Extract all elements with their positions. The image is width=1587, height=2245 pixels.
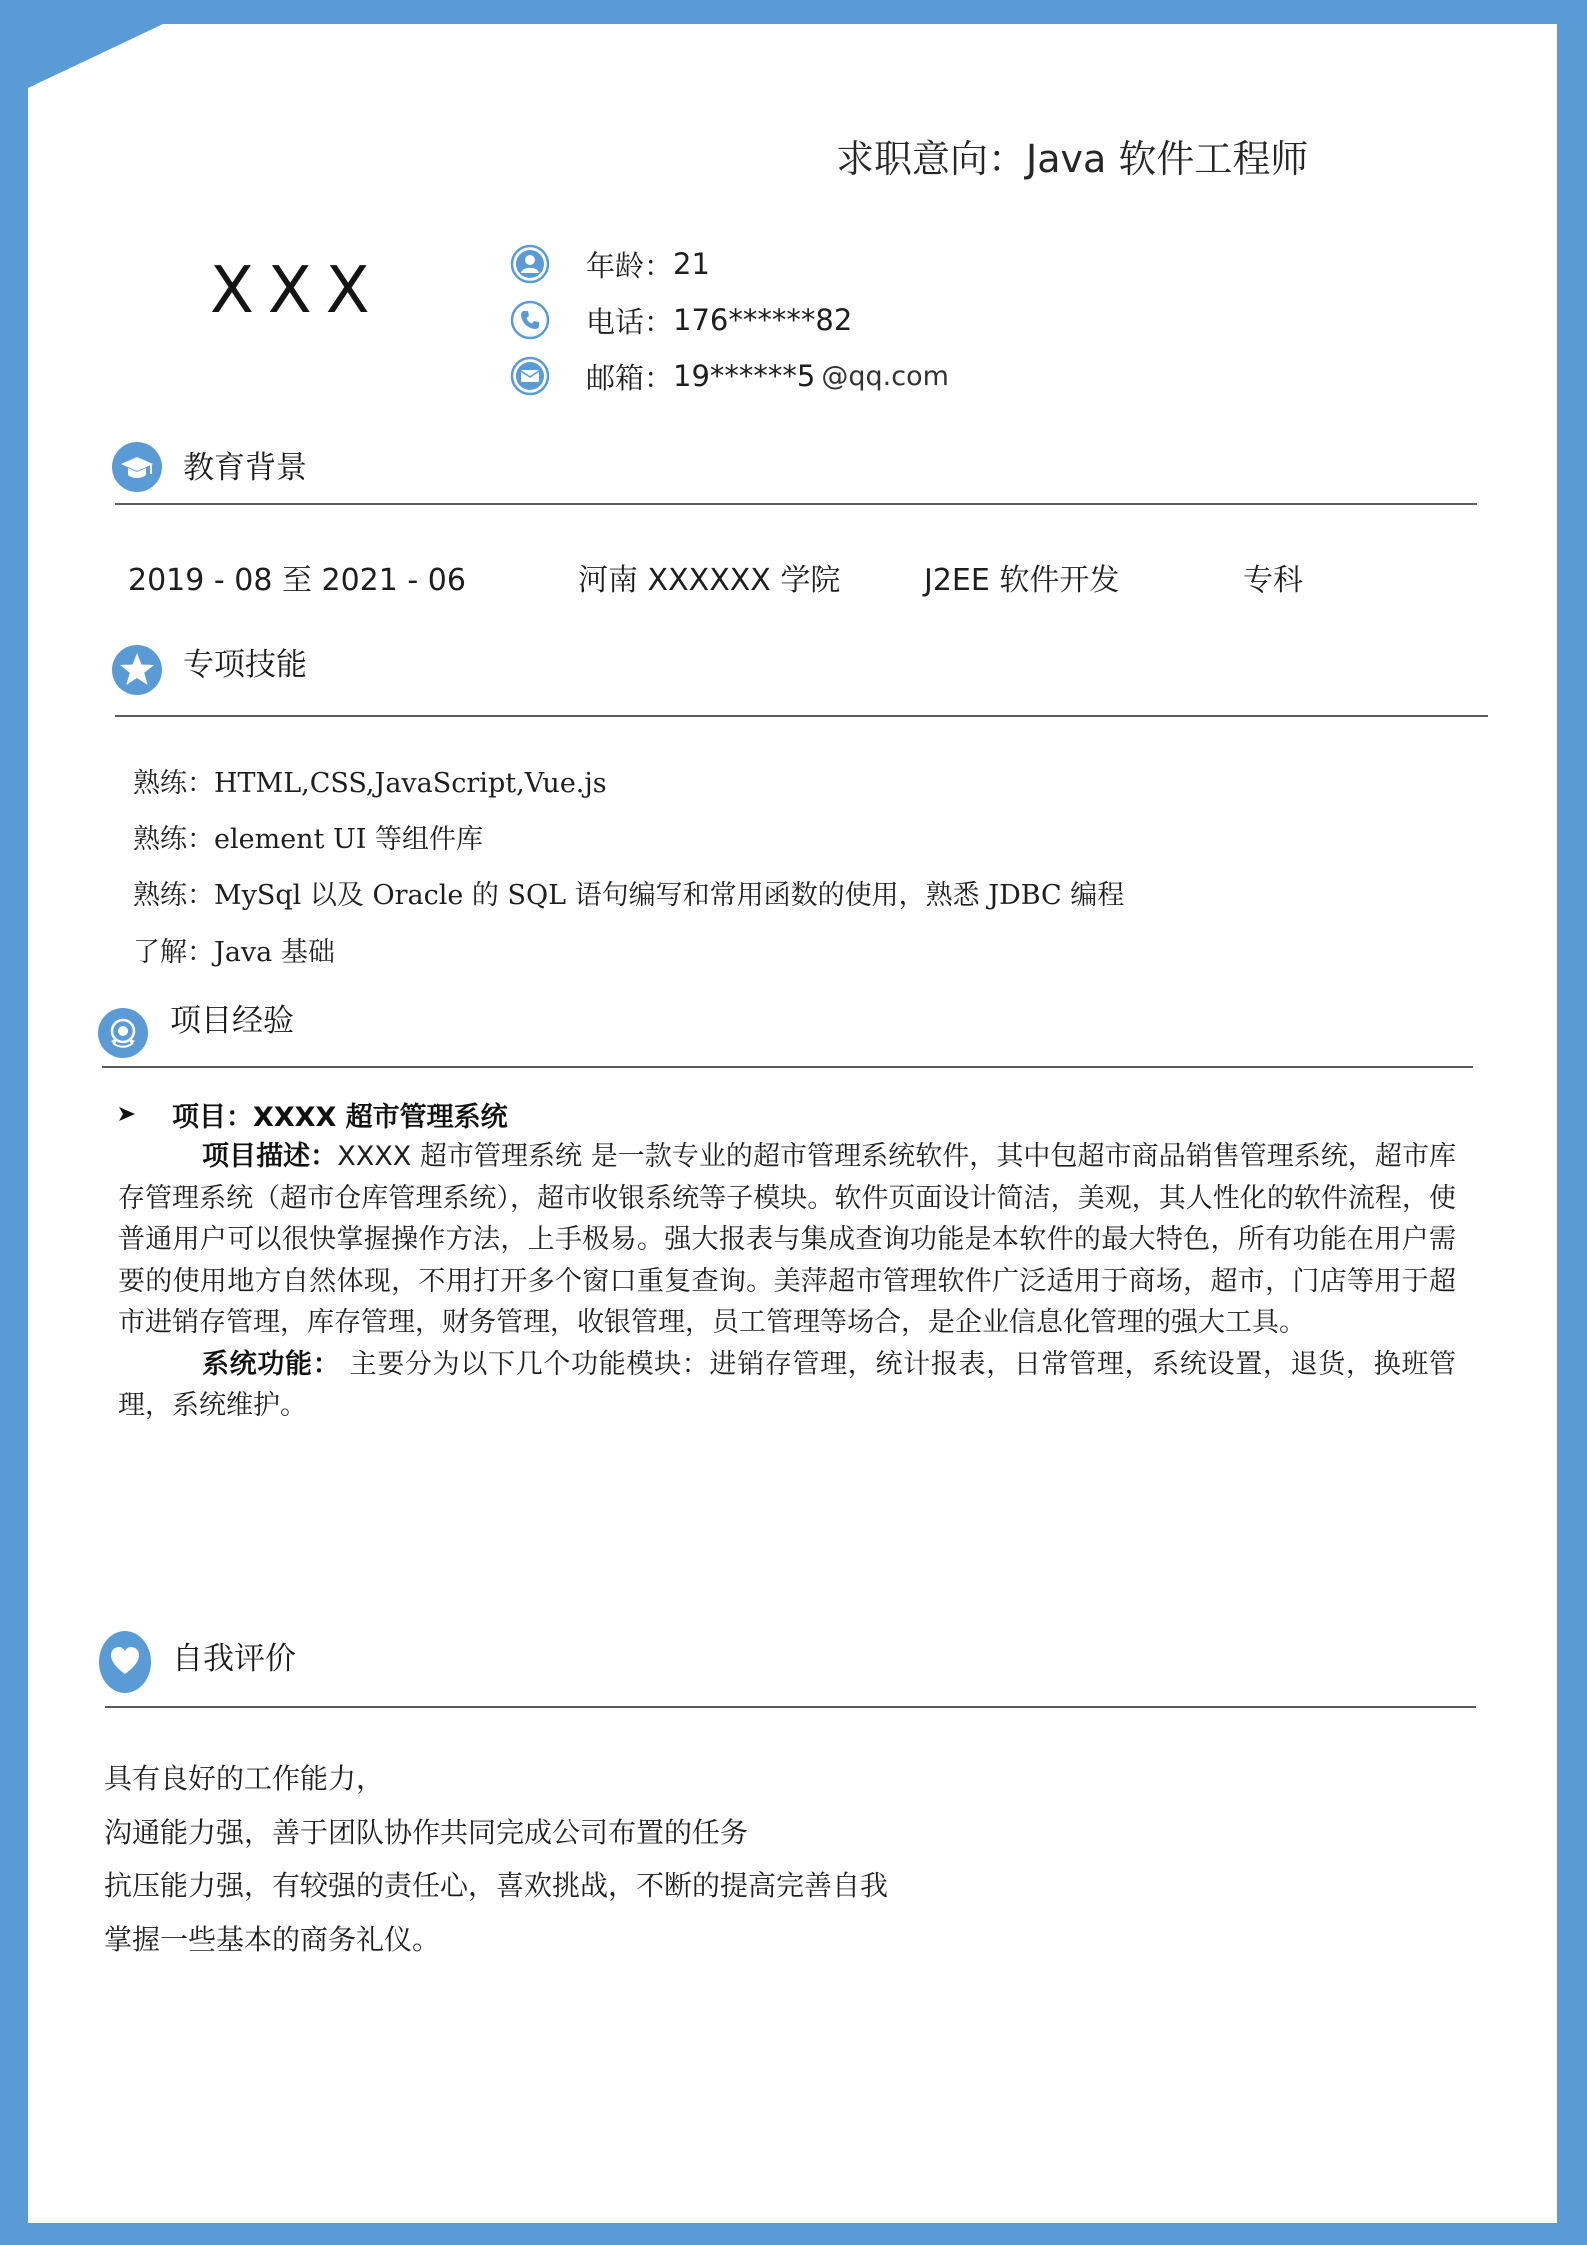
education-title: 教育背景 — [183, 450, 307, 486]
project-desc-text: XXXX 超市管理系统 是一款专业的超市管理系统软件，其中包超市商品销售管理系统，超市库存管理系统（超市仓库管理系统），超市收银系统等子模块。软件页面设计简洁，美观，其人性化的软件流程，使普通用户可以很快掌握操作方法，上手极易。强大报表与集成查询功能是本软件的最大特色，所有功能在用户需要的使用地方自然体现，不用打开多个窗口重复查询。美萍超市管理软件广泛适用于商场，超市，门店等用于超市进销存管理，库存管理，财务管理，收银管理，员工管理等场合，是企业信息化管理的强大工具。 — [118, 1141, 1457, 1338]
age-label: 年龄： — [586, 248, 674, 283]
skill-text: MySql 以及 Oracle 的 SQL 语句编写和常用函数的使用，熟悉 JDBC 编程 — [214, 880, 1125, 911]
skill-text: Java 基础 — [214, 937, 335, 968]
project-name: 项目：XXXX 超市管理系统 — [172, 1102, 508, 1133]
project-desc-label: 项目描述： — [202, 1141, 338, 1172]
skill-text: HTML,CSS,JavaScript,Vue.js — [214, 768, 607, 799]
skill-level: 了解： — [133, 937, 214, 968]
project-functions — [118, 1344, 1456, 1427]
info-email — [510, 354, 949, 398]
age-value: 21 — [673, 247, 710, 281]
education-divider — [115, 503, 1477, 505]
info-age — [510, 242, 710, 286]
envelope-icon — [510, 356, 550, 396]
education-period: 2019 - 08 至 2021 - 06 — [128, 563, 466, 598]
self-eval-line: 沟通能力强，善于团队协作共同完成公司布置的任务 — [104, 1816, 749, 1849]
person-icon — [510, 244, 550, 284]
skill-item — [133, 873, 1124, 912]
skill-item — [133, 817, 483, 856]
education-degree: 专科 — [1243, 563, 1303, 598]
phone-icon — [510, 300, 550, 340]
candidate-name: XXX — [210, 254, 384, 328]
self-eval-divider — [105, 1706, 1476, 1708]
phone-label: 电话： — [586, 304, 674, 339]
skill-level: 熟练： — [133, 768, 214, 799]
job-intention: 求职意向：Java 软件工程师 — [836, 137, 1309, 181]
skills-divider — [115, 715, 1488, 717]
self-eval-title: 自我评价 — [172, 1641, 296, 1677]
skill-item — [133, 761, 607, 800]
skills-title: 专项技能 — [183, 647, 307, 683]
email-label: 邮箱： — [586, 360, 674, 395]
graduation-cap-icon — [111, 441, 163, 493]
heart-icon — [98, 1630, 152, 1694]
email-domain: @qq.com — [821, 360, 949, 392]
self-eval-line: 具有良好的工作能力， — [104, 1762, 385, 1795]
projects-divider — [102, 1066, 1473, 1068]
projects-title: 项目经验 — [170, 1003, 294, 1039]
project-heading — [118, 1095, 508, 1134]
self-eval-line: 抗压能力强，有较强的责任心，喜欢挑战，不断的提高完善自我 — [104, 1869, 889, 1902]
arrowhead-bullet-icon — [118, 1099, 136, 1130]
email-value: 19******5 — [673, 359, 816, 393]
project-func-text: 主要分为以下几个功能模块：进销存管理，统计报表，日常管理，系统设置，退货，换班管理，系统维护。 — [118, 1348, 1456, 1421]
skill-level: 熟练： — [133, 824, 214, 855]
info-phone — [510, 298, 852, 342]
star-icon — [111, 644, 163, 696]
education-major: J2EE 软件开发 — [924, 563, 1120, 598]
skill-level: 熟练： — [133, 880, 214, 911]
phone-value: 176******82 — [673, 303, 853, 337]
project-func-label: 系统功能： — [202, 1348, 341, 1380]
self-eval-line: 掌握一些基本的商务礼仪。 — [104, 1923, 441, 1956]
skill-item — [133, 930, 335, 969]
project-body — [118, 1136, 1456, 1427]
education-school: 河南 XXXXXX 学院 — [578, 563, 841, 598]
project-description — [118, 1136, 1456, 1344]
skill-text: element UI 等组件库 — [214, 824, 483, 855]
award-badge-icon — [97, 1007, 149, 1059]
